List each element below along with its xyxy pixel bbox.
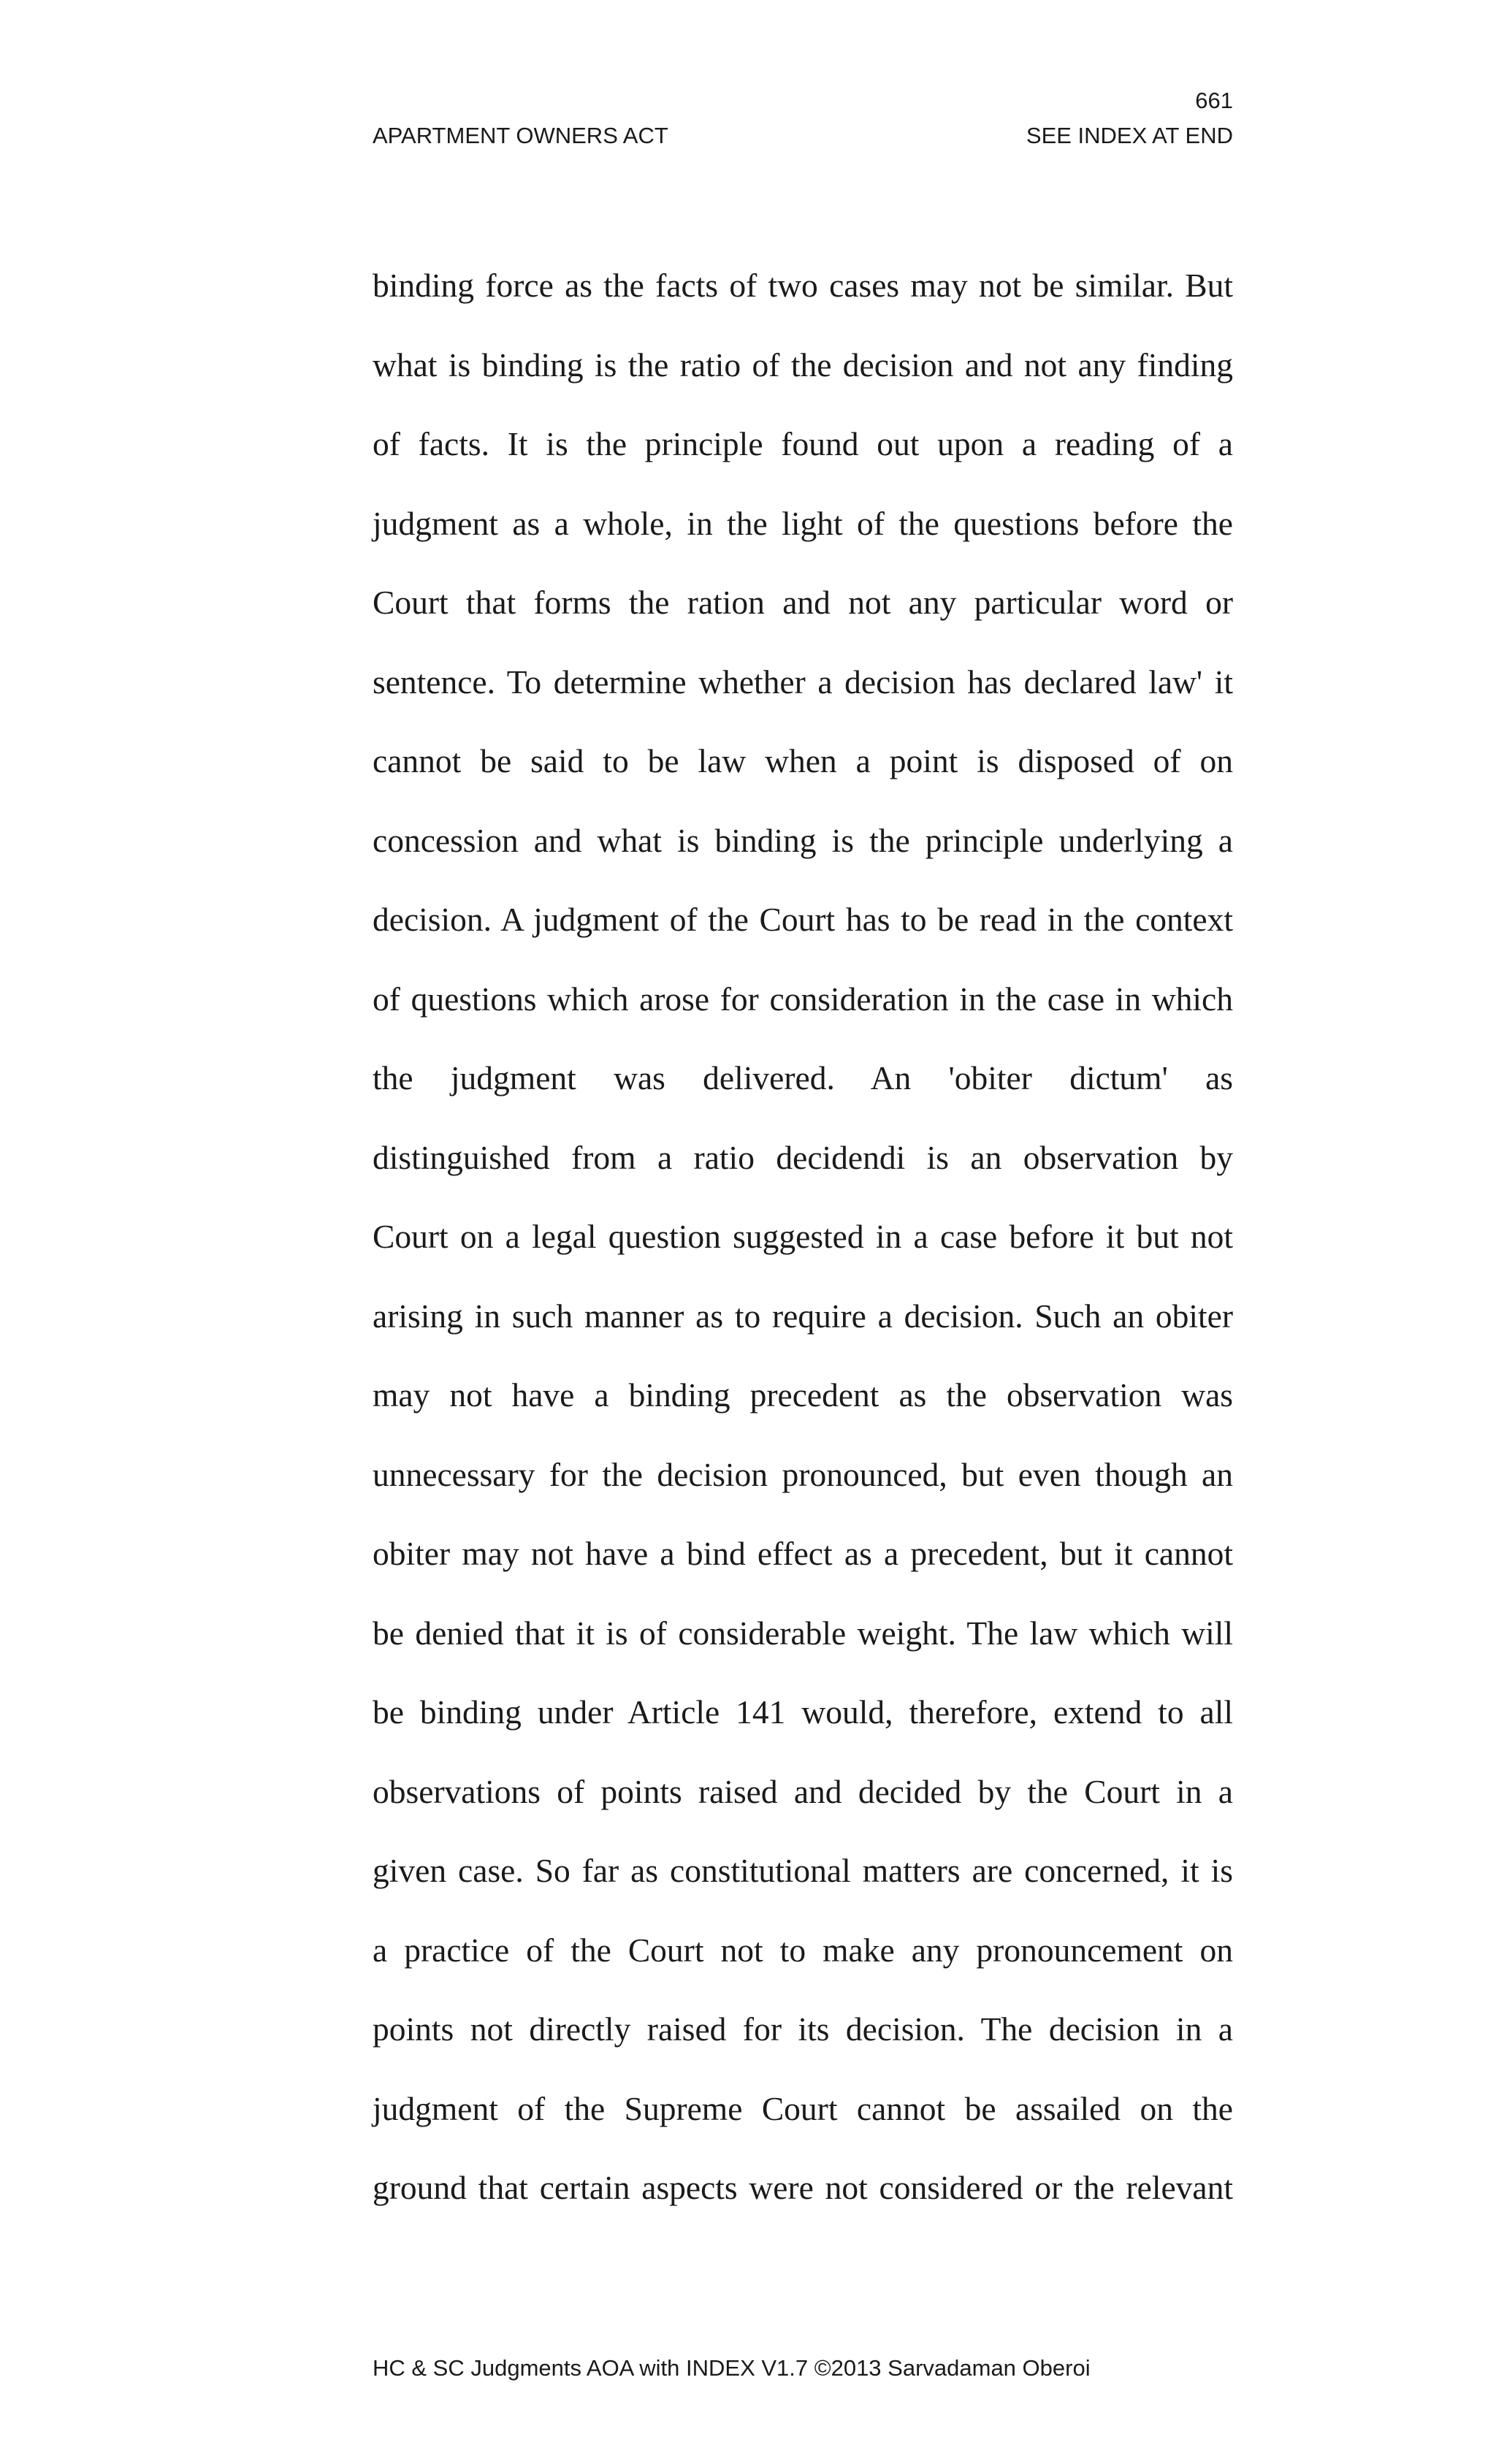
text-line: the judgment was delivered. An 'obiter dictum' as	[373, 1059, 1233, 1096]
text-line: sentence. To determine whether a decision has declared law' it	[373, 663, 1233, 701]
text-line: distinguished from a ratio decidendi is an observation by	[373, 1138, 1233, 1176]
text-line: points not directly raised for its decision. The decision in a	[373, 2010, 1233, 2048]
text-line: arising in such manner as to require a decision. Such an obiter	[373, 1297, 1233, 1335]
text-line: decision. A judgment of the Court has to be read in the context	[373, 901, 1233, 938]
text-line: a practice of the Court not to make any pronouncement on	[373, 1931, 1233, 1969]
text-line: judgment of the Supreme Court cannot be assailed on the	[373, 2089, 1233, 2127]
text-line: be binding under Article 141 would, therefore, extend to all	[373, 1693, 1233, 1731]
text-line: ground that certain aspects were not considered or the relevant	[373, 2169, 1233, 2206]
text-line: may not have a binding precedent as the observation was	[373, 1376, 1233, 1414]
text-line: what is binding is the ratio of the decision and not any finding	[373, 346, 1233, 384]
text-line: judgment as a whole, in the light of the questions before the	[373, 504, 1233, 542]
running-header	[373, 121, 1233, 150]
running-header-index-note: SEE INDEX AT END	[1026, 123, 1233, 148]
text-line: of questions which arose for consideration in the case in which	[373, 980, 1233, 1018]
text-line: unnecessary for the decision pronounced, but even though an	[373, 1455, 1233, 1493]
running-header-title: APARTMENT OWNERS ACT	[373, 123, 668, 148]
text-line: Court on a legal question suggested in a case before it but not	[373, 1218, 1233, 1255]
text-line: cannot be said to be law when a point is disposed of on	[373, 742, 1233, 779]
text-line: given case. So far as constitutional matters are concerned, it is	[373, 1852, 1233, 1889]
text-line: obiter may not have a bind effect as a precedent, but it cannot	[373, 1535, 1233, 1572]
text-line: binding force as the facts of two cases may not be similar. But	[373, 267, 1233, 304]
text-line: Court that forms the ration and not any particular word or	[373, 584, 1233, 621]
text-line: be denied that it is of considerable weight. The law which will	[373, 1614, 1233, 1652]
text-line: of facts. It is the principle found out upon a reading of a	[373, 425, 1233, 462]
text-line: concession and what is binding is the principle underlying a	[373, 821, 1233, 859]
page-number: 661	[1195, 88, 1233, 113]
page-footer: HC & SC Judgments AOA with INDEX V1.7 ©2013 Sarvadaman Oberoi	[373, 2355, 1091, 2381]
body-text	[373, 263, 1233, 2245]
text-line: observations of points raised and decided by the Court in a	[373, 1772, 1233, 1810]
